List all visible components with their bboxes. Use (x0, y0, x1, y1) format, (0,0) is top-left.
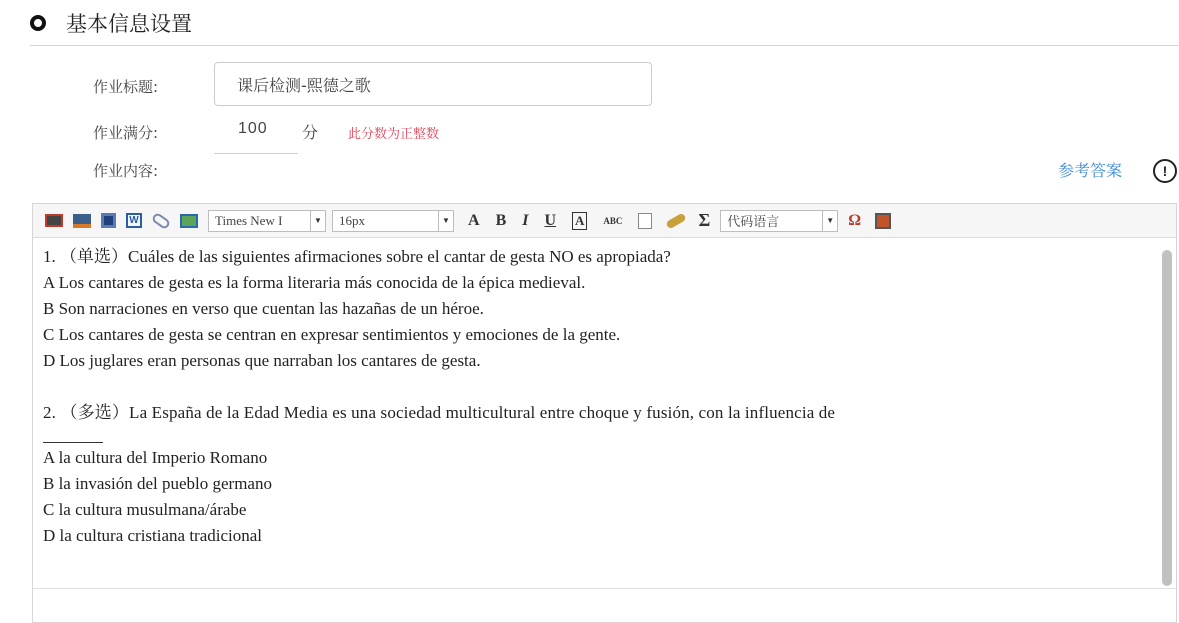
page-icon[interactable] (638, 213, 652, 229)
save-icon[interactable] (101, 213, 116, 228)
editor-bottom-border (33, 588, 1176, 589)
font-size-select[interactable] (332, 210, 454, 232)
font-family-select[interactable] (208, 210, 326, 232)
link-icon[interactable] (151, 211, 171, 230)
font-size-value: 16px (339, 212, 365, 228)
text-line: D Los juglares eran personas que narraban los cantares de gesta. (43, 351, 481, 370)
text-line: D la cultura cristiana tradicional (43, 526, 263, 545)
title-input[interactable] (214, 62, 652, 106)
circle-bullet-icon (30, 15, 46, 31)
media-icon[interactable] (73, 214, 91, 228)
code-language-select[interactable] (720, 210, 838, 232)
text-line: C Los cantares de gesta se centran en expresar sentimientos y emociones de la gente. (43, 325, 621, 344)
fill-blank-line (43, 426, 103, 443)
text-line: B la invasión del pueblo germano (43, 474, 272, 493)
score-unit: 分 (302, 123, 319, 142)
rich-text-editor (32, 203, 1177, 623)
font-family-value: Times New I (215, 212, 283, 228)
editor-toolbar (33, 204, 1176, 238)
font-color-button[interactable]: A (468, 211, 480, 229)
italic-button[interactable]: I (522, 211, 529, 229)
title-label: 作业标题: (93, 78, 159, 96)
chevron-down-icon: ▼ (822, 211, 837, 231)
formula-button[interactable]: Σ (698, 210, 711, 230)
text-line: B Son narraciones en verso que cuentan las hazañas de un héroe. (43, 299, 484, 318)
section-title: 基本信息设置 (66, 12, 192, 36)
text-line: 1. （单选）Cuáles de las siguientes afirmaciones sobre el cantar de gesta NO es apropiada? (43, 247, 671, 266)
score-hint: 此分数为正整数 (348, 127, 440, 142)
text-line: 2. （多选）La España de la Edad Media es una sociedad multicultural entre choque y fusión, con la influencia de (43, 403, 836, 422)
editor-content[interactable] (33, 238, 1156, 622)
chevron-down-icon: ▼ (438, 211, 453, 231)
reference-answer-link[interactable]: 参考答案 (1058, 161, 1123, 180)
strikethrough-button[interactable]: ABC (603, 215, 623, 226)
section-divider (30, 45, 1179, 46)
section-header (30, 0, 192, 46)
paste-icon[interactable] (875, 213, 891, 229)
underline-button[interactable]: U (544, 211, 557, 229)
image-icon[interactable] (45, 214, 63, 227)
bold-button[interactable]: B (495, 211, 507, 229)
score-label: 作业满分: (93, 124, 159, 142)
content-label: 作业内容: (93, 162, 159, 180)
code-language-value: 代码语言 (727, 214, 780, 229)
special-char-button[interactable]: Ω (848, 211, 862, 229)
score-input[interactable]: 100 (238, 120, 268, 137)
border-text-button[interactable]: A (572, 212, 587, 230)
info-icon[interactable]: ! (1153, 159, 1177, 183)
text-line: A la cultura del Imperio Romano (43, 448, 268, 467)
score-input-underline (214, 153, 298, 154)
picture-icon[interactable] (180, 214, 198, 228)
chevron-down-icon: ▼ (310, 211, 325, 231)
scrollbar[interactable] (1162, 250, 1172, 586)
word-icon[interactable]: W (126, 213, 142, 228)
text-line: C la cultura musulmana/árabe (43, 500, 247, 519)
text-line: A Los cantares de gesta es la forma literaria más conocida de la épica medieval. (43, 273, 586, 292)
blank-line-gap (43, 374, 1146, 400)
format-brush-icon[interactable] (666, 212, 687, 229)
